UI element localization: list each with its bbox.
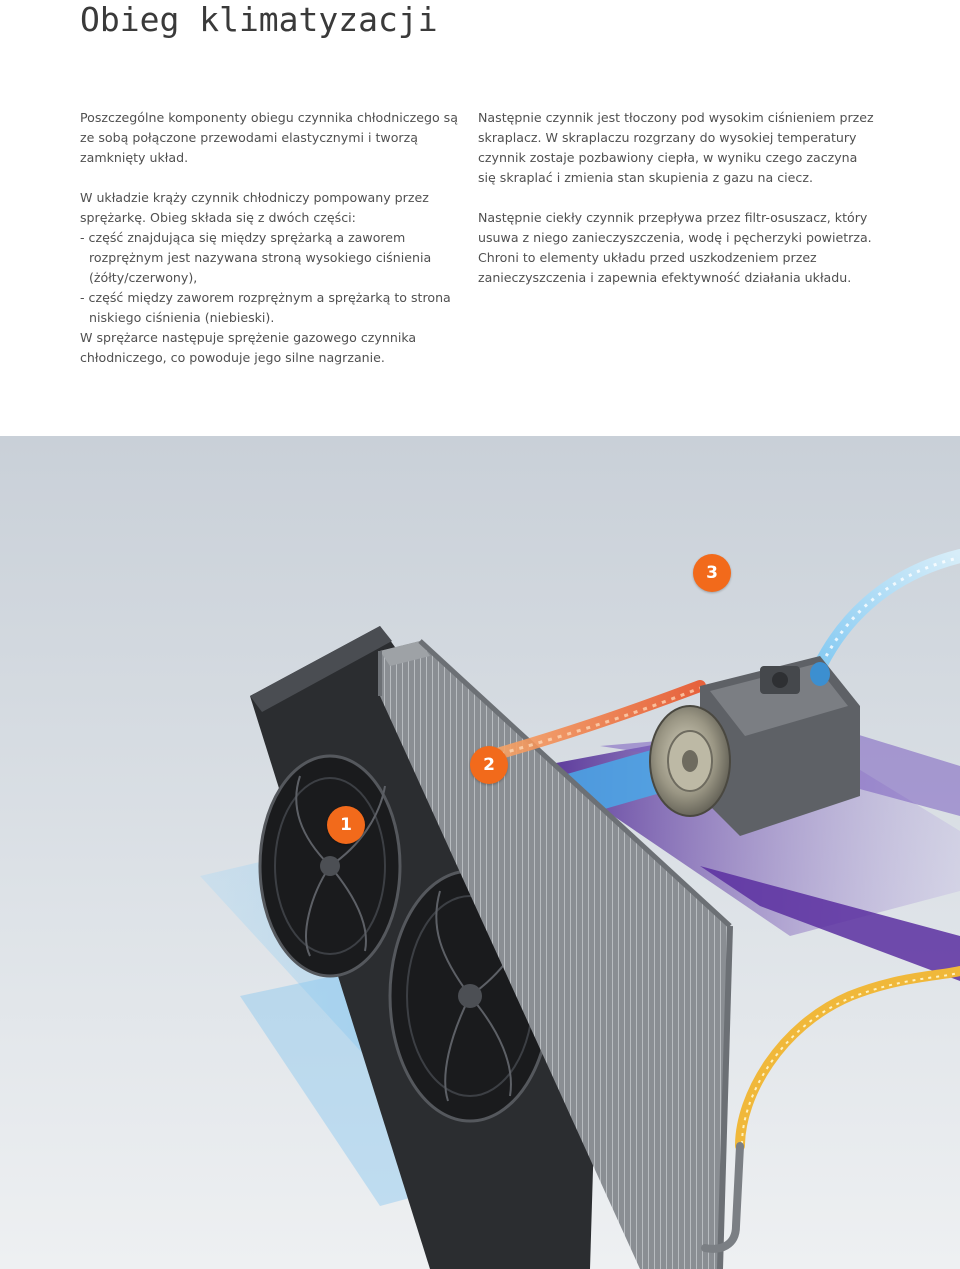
high-pressure-item: - część znajdująca się między sprężarką a zaworem rozprężnym jest nazywana stroną wysokiego ciśnienia (żółty/czerwony), [80,230,432,285]
compression-paragraph: W sprężarce następuje sprężenie gazowego czynnika chłodniczego, co powoduje jego silne nagrzanie. [80,330,417,365]
intro-paragraph: Poszczególne komponenty obiegu czynnika chłodniczego są ze sobą połączone przewodami elastycznymi i tworzą zamknięty układ. [80,110,458,165]
ac-system-illustration [0,436,960,1269]
filter-paragraph: Następnie ciekły czynnik przepływa przez filtr-osuszacz, który usuwa z niego zanieczyszczenia, wodę i pęcherzyki powietrza. Chroni to elementy układu przed uszkodzeniem przez zanieczyszczenia i zapewnia efektywność działania układu. [478,210,872,285]
cycle-paragraph: W układzie krąży czynnik chłodniczy pompowany przez sprężarkę. Obieg składa się z dwóch części: [80,190,429,225]
left-text-column [80,108,460,368]
marker-1-badge: 1 [327,806,365,844]
marker-2-badge: 2 [470,746,508,784]
condenser-paragraph: Następnie czynnik jest tłoczony pod wysokim ciśnieniem przez skraplacz. W skraplaczu rozgrzany do wysokiej temperatury czynnik zostaje pozbawiony ciepła, w wyniku czego zaczyna się skraplać i zmienia stan skupienia z gazu na ciecz. [478,110,874,185]
ac-components-render [0,436,960,1269]
low-pressure-item: - część między zaworem rozprężnym a sprężarką to strona niskiego ciśnienia (niebieski). [80,290,451,325]
marker-3-badge: 3 [693,554,731,592]
right-text-column [478,108,878,288]
page-title: Obieg klimatyzacji [80,0,438,39]
